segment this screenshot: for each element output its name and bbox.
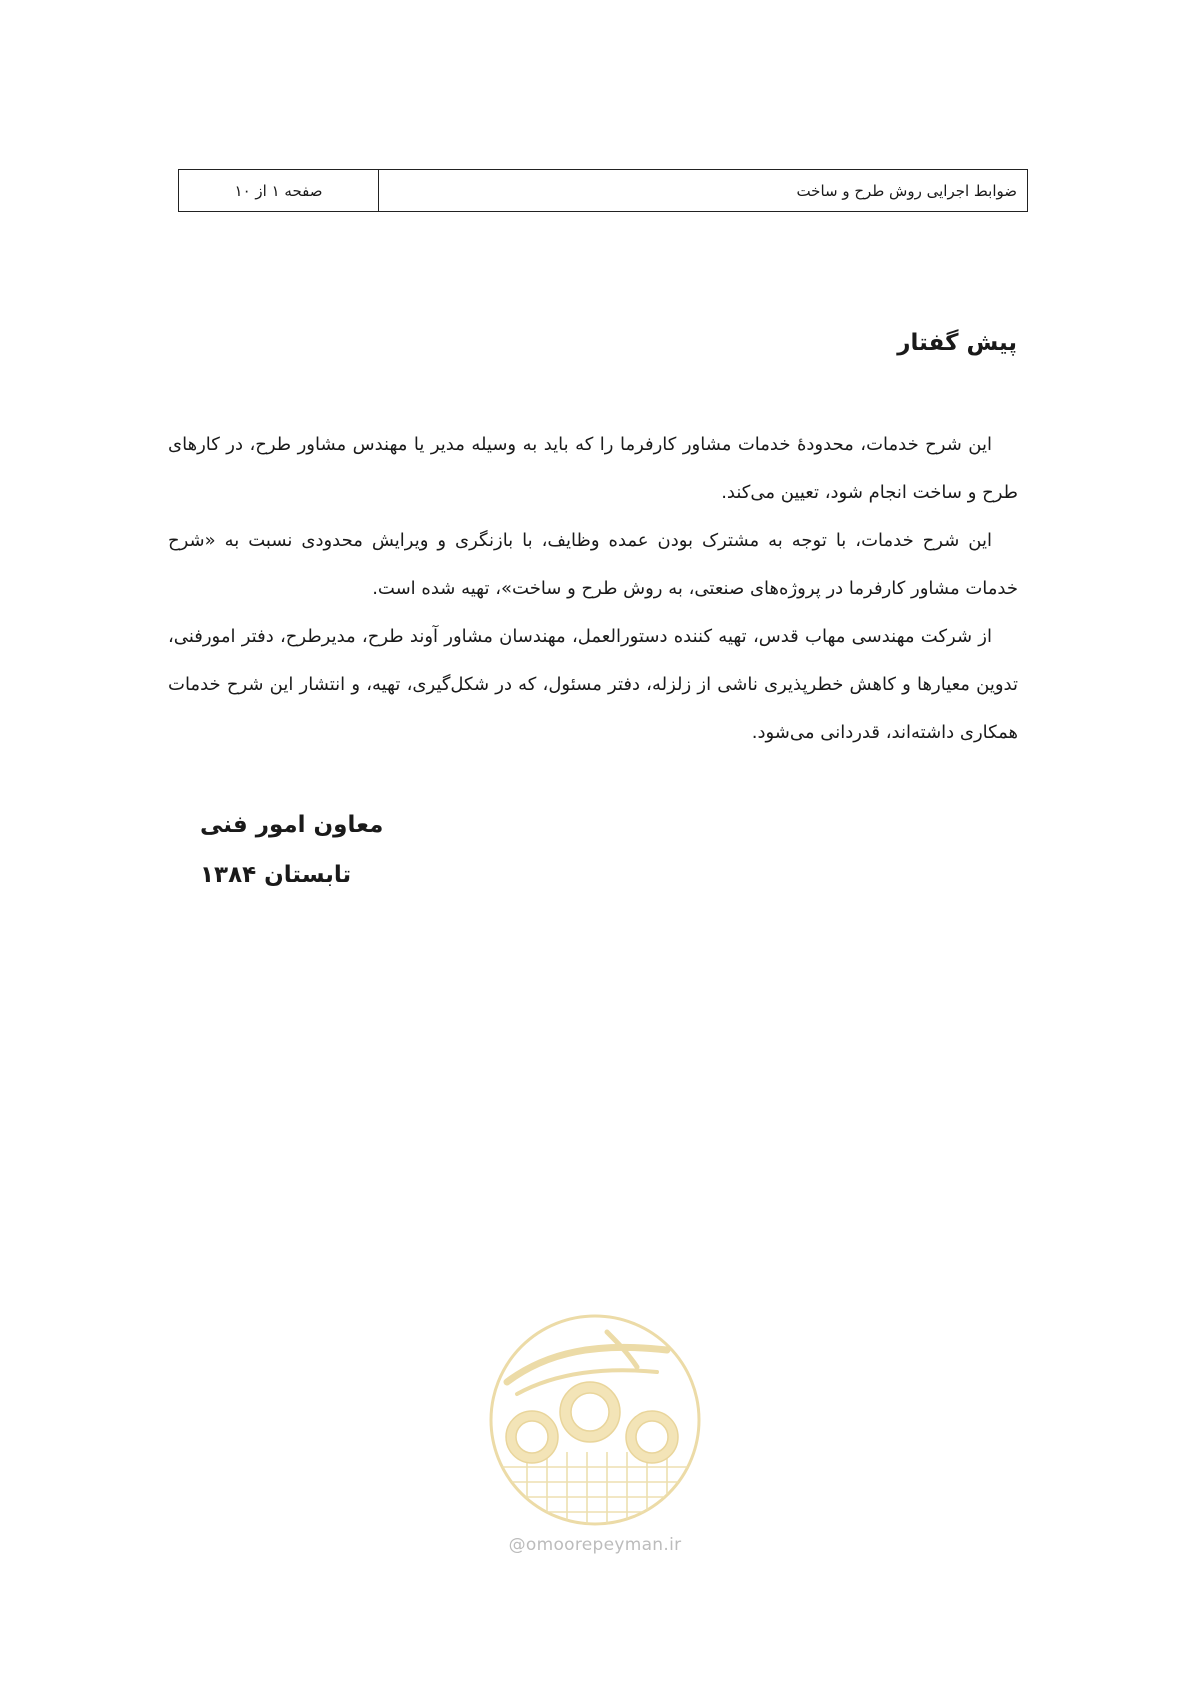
- signature-title: معاون امور فنی: [200, 812, 384, 838]
- page-number: صفحه ۱ از ۱۰: [234, 181, 323, 200]
- preface-body: [168, 421, 1018, 757]
- document-title: ضوابط اجرایی روش طرح و ساخت: [378, 170, 1027, 211]
- signature-date: تابستان ۱۳۸۴: [200, 862, 352, 888]
- paragraph-1: این شرح خدمات، محدودهٔ خدمات مشاور کارفرما را که باید به وسیله مدیر یا مهندس مشاور طرح، در کارهای طرح و ساخت انجام شود، تعیین می‌کند.: [168, 434, 1018, 503]
- section-heading: پیش گفتار: [897, 330, 1017, 356]
- paragraph-3: از شرکت مهندسی مهاب قدس، تهیه کننده دستورالعمل، مهندسان مشاور آوند طرح، مدیرطرح، دفتر امورفنی، تدوین معیارها و کاهش خطرپذیری ناشی از زلزله، دفتر مسئول، که در شکل‌گیری، تهیه، و انتشار این شرح خدمات همکاری داشته‌اند، قدردانی می‌شود.: [168, 626, 1018, 743]
- page-header: [178, 169, 1028, 212]
- watermark-url: @omoorepeyman.ir: [508, 1535, 682, 1555]
- watermark-logo: [487, 1312, 703, 1528]
- paragraph-2: این شرح خدمات، با توجه به مشترک بودن عمده وظایف، با بازنگری و ویرایش محدودی نسبت به «شرح خدمات مشاور کارفرما در پروژه‌های صنعتی، به روش طرح و ساخت»، تهیه شده است.: [168, 530, 1018, 599]
- signature-block: [200, 800, 383, 900]
